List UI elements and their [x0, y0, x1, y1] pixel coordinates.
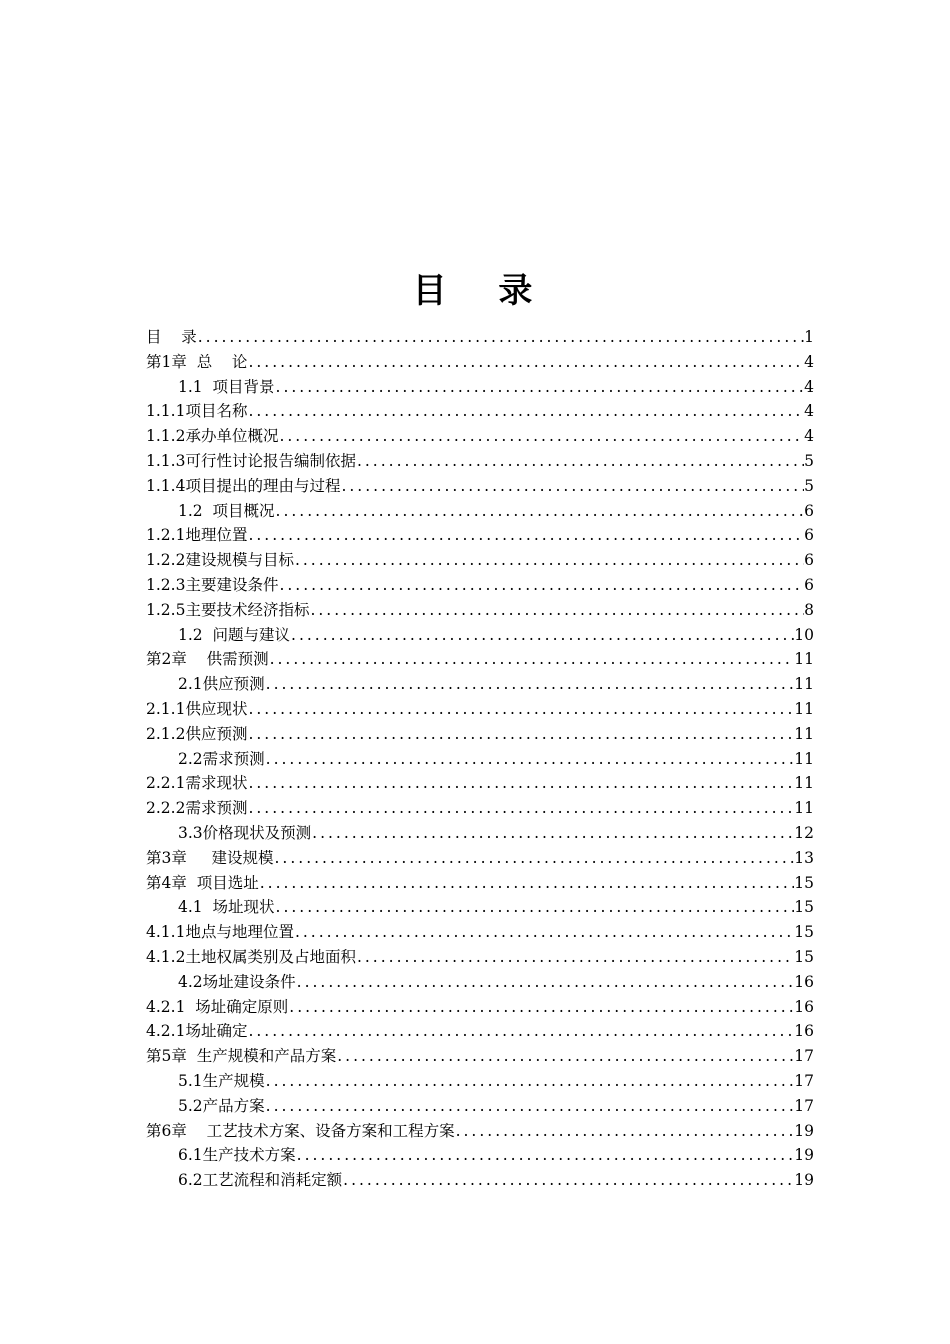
toc-entry[interactable] — [146, 821, 814, 846]
toc-entry-label: 1.1.1项目名称 — [146, 402, 248, 421]
toc-entry[interactable] — [146, 747, 814, 772]
toc-entry-label: 3.3价格现状及预测 — [178, 823, 312, 842]
toc-entry-label: 4.1.2土地权属类别及占地面积 — [146, 947, 356, 966]
toc-entry-label: 1.2.3主要建设条件 — [146, 575, 279, 594]
toc-entry-page-number: 11 — [794, 699, 814, 718]
toc-entry[interactable] — [146, 523, 814, 548]
toc-entry[interactable] — [146, 350, 814, 375]
toc-entry[interactable] — [146, 846, 814, 871]
toc-entry[interactable] — [146, 771, 814, 796]
toc-entry-page-number: 17 — [794, 1047, 814, 1066]
toc-entry-label: 2.2.2需求预测 — [146, 799, 248, 818]
toc-dot-leader — [265, 1069, 795, 1094]
toc-entry-page-number: 1 — [804, 328, 814, 346]
toc-entry-page-number: 6 — [804, 575, 814, 594]
toc-entry-page-number: 17 — [794, 1096, 814, 1115]
toc-entry[interactable] — [146, 945, 814, 970]
toc-entry-page-number: 5 — [804, 476, 814, 495]
toc-entry-page-number: 11 — [794, 650, 814, 669]
toc-entry-label: 4.2场址建设条件 — [178, 972, 296, 991]
toc-dot-leader — [247, 697, 794, 722]
toc-dot-leader — [275, 375, 805, 400]
toc-entry[interactable] — [146, 796, 814, 821]
toc-entry-label: 2.1.1供应现状 — [146, 699, 248, 718]
toc-dot-leader — [247, 1019, 794, 1044]
toc-entry[interactable] — [146, 325, 814, 350]
toc-entry[interactable] — [146, 920, 814, 945]
toc-entry[interactable] — [146, 573, 814, 598]
toc-entry-label: 目 录 — [146, 328, 197, 346]
toc-entry[interactable] — [146, 399, 814, 424]
toc-entry-page-number: 4 — [804, 427, 814, 446]
toc-entry-label: 1.2 项目概况 — [178, 501, 275, 520]
toc-entry-page-number: 11 — [794, 799, 814, 818]
toc-dot-leader — [311, 821, 794, 846]
toc-entry[interactable] — [146, 1019, 814, 1044]
toc-dot-leader — [247, 399, 804, 424]
toc-entry-label: 4.1 场址现状 — [178, 898, 275, 917]
toc-entry-label: 1.1.2承办单位概况 — [146, 427, 279, 446]
toc-entry[interactable] — [146, 598, 814, 623]
toc-dot-leader — [294, 548, 804, 573]
toc-entry-page-number: 19 — [794, 1171, 814, 1190]
toc-entry-label: 6.1生产技术方案 — [178, 1146, 296, 1165]
toc-entry-page-number: 15 — [794, 873, 814, 892]
toc-dot-leader — [288, 995, 794, 1020]
toc-entry-label: 4.2.1 场址确定原则 — [146, 997, 289, 1016]
toc-entry[interactable] — [146, 1119, 814, 1144]
toc-entry-page-number: 16 — [794, 972, 814, 991]
toc-dot-leader — [197, 325, 804, 350]
toc-entry-label: 5.2产品方案 — [178, 1096, 265, 1115]
toc-dot-leader — [274, 846, 795, 871]
toc-entry-page-number: 6 — [804, 526, 814, 545]
toc-entry[interactable] — [146, 995, 814, 1020]
toc-entry-page-number: 13 — [794, 848, 814, 867]
toc-entry[interactable] — [146, 871, 814, 896]
toc-entry[interactable] — [146, 1143, 814, 1168]
toc-entry-page-number: 16 — [794, 1022, 814, 1041]
toc-entry-label: 第6章 工艺技术方案、设备方案和工程方案 — [146, 1121, 455, 1140]
toc-title: 目 录 — [412, 271, 553, 311]
toc-dot-leader — [309, 598, 804, 623]
toc-dot-leader — [265, 672, 795, 697]
toc-entry-label: 1.2.5主要技术经济指标 — [146, 600, 310, 619]
toc-entry-page-number: 4 — [804, 402, 814, 421]
toc-entry-label: 1.2.1地理位置 — [146, 526, 248, 545]
toc-entry[interactable] — [146, 474, 814, 499]
toc-entry-page-number: 4 — [804, 377, 814, 396]
toc-dot-leader — [340, 474, 804, 499]
toc-entry-label: 4.1.1地点与地理位置 — [146, 923, 294, 942]
toc-entry[interactable] — [146, 895, 814, 920]
toc-entry-page-number: 12 — [794, 823, 814, 842]
toc-entry-label: 第2章 供需预测 — [146, 650, 269, 669]
toc-entry-label: 2.1供应预测 — [178, 675, 265, 694]
toc-dot-leader — [356, 449, 804, 474]
toc-dot-leader — [455, 1119, 795, 1144]
toc-entry-page-number: 6 — [804, 501, 814, 520]
toc-entry[interactable] — [146, 623, 814, 648]
toc-entry-label: 第1章 总 论 — [146, 352, 248, 371]
toc-entry-page-number: 16 — [794, 997, 814, 1016]
toc-entry[interactable] — [146, 970, 814, 995]
toc-entry-label: 2.2需求预测 — [178, 749, 265, 768]
toc-entry-page-number: 4 — [804, 352, 814, 371]
toc-dot-leader — [296, 970, 795, 995]
toc-entry-label: 第4章 项目选址 — [146, 873, 259, 892]
toc-entry-page-number: 15 — [794, 947, 814, 966]
toc-entry-page-number: 11 — [794, 675, 814, 694]
toc-dot-leader — [269, 647, 795, 672]
toc-entry[interactable] — [146, 1069, 814, 1094]
toc-entry-label: 1.1 项目背景 — [178, 377, 275, 396]
toc-entry-page-number: 8 — [804, 600, 814, 619]
toc-entry[interactable] — [146, 1094, 814, 1119]
toc-dot-leader — [290, 623, 794, 648]
toc-entry-label: 第3章 建设规模 — [146, 848, 274, 867]
toc-entry-page-number: 10 — [794, 625, 814, 644]
toc-entry[interactable] — [146, 1168, 814, 1193]
toc-dot-leader — [247, 771, 794, 796]
table-of-contents — [146, 325, 814, 1193]
toc-entry-page-number: 19 — [794, 1121, 814, 1140]
toc-dot-leader — [278, 424, 804, 449]
toc-entry-label: 5.1生产规模 — [178, 1071, 265, 1090]
toc-entry[interactable] — [146, 548, 814, 573]
toc-entry[interactable] — [146, 722, 814, 747]
toc-entry-label: 1.1.4项目提出的理由与过程 — [146, 476, 341, 495]
toc-dot-leader — [336, 1044, 794, 1069]
toc-entry-page-number: 11 — [794, 724, 814, 743]
toc-dot-leader — [296, 1143, 795, 1168]
toc-entry-page-number: 15 — [794, 923, 814, 942]
toc-entry-page-number: 19 — [794, 1146, 814, 1165]
toc-dot-leader — [356, 945, 794, 970]
toc-entry-page-number: 11 — [794, 774, 814, 793]
toc-entry-label: 4.2.1场址确定 — [146, 1022, 248, 1041]
toc-entry[interactable] — [146, 697, 814, 722]
toc-entry-label: 2.1.2供应预测 — [146, 724, 248, 743]
toc-dot-leader — [294, 920, 794, 945]
toc-entry-page-number: 6 — [804, 551, 814, 570]
toc-entry[interactable] — [146, 499, 814, 524]
toc-dot-leader — [275, 499, 805, 524]
toc-entry[interactable] — [146, 647, 814, 672]
toc-entry-label: 6.2工艺流程和消耗定额 — [178, 1171, 343, 1190]
toc-entry-page-number: 5 — [804, 451, 814, 470]
toc-entry-page-number: 11 — [794, 749, 814, 768]
toc-dot-leader — [278, 573, 804, 598]
toc-entry-page-number: 17 — [794, 1071, 814, 1090]
toc-entry[interactable] — [146, 424, 814, 449]
toc-dot-leader — [265, 747, 795, 772]
toc-entry[interactable] — [146, 375, 814, 400]
toc-entry[interactable] — [146, 1044, 814, 1069]
toc-dot-leader — [275, 895, 795, 920]
toc-entry-label: 1.2 问题与建议 — [178, 625, 291, 644]
toc-dot-leader — [342, 1168, 794, 1193]
toc-entry-label: 1.1.3可行性讨论报告编制依据 — [146, 451, 356, 470]
toc-dot-leader — [247, 796, 794, 821]
toc-dot-leader — [247, 722, 794, 747]
toc-entry[interactable] — [146, 672, 814, 697]
toc-entry-label: 1.2.2建设规模与目标 — [146, 551, 294, 570]
toc-entry-label: 第5章 生产规模和产品方案 — [146, 1047, 337, 1066]
toc-dot-leader — [247, 350, 804, 375]
toc-entry-page-number: 15 — [794, 898, 814, 917]
toc-entry-label: 2.2.1需求现状 — [146, 774, 248, 793]
toc-dot-leader — [265, 1094, 795, 1119]
toc-dot-leader — [259, 871, 795, 896]
toc-entry[interactable] — [146, 449, 814, 474]
toc-dot-leader — [247, 523, 804, 548]
